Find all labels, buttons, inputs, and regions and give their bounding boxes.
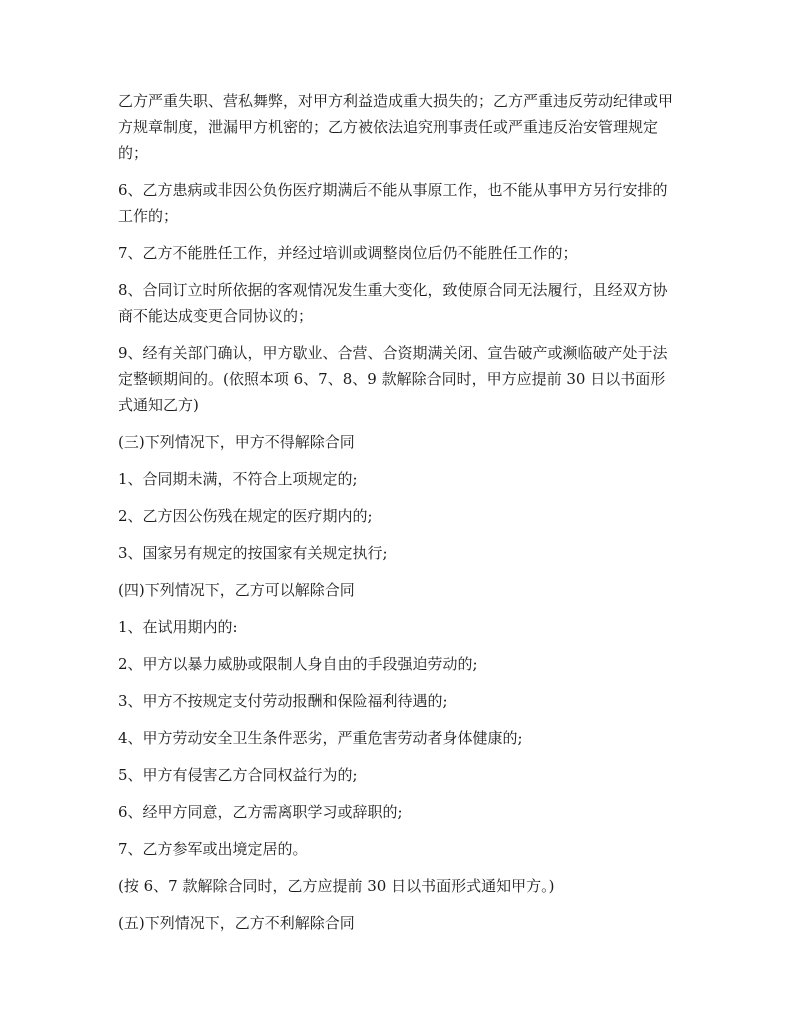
paragraph-s3-item-3: 3、国家另有规定的按国家有关规定执行; <box>118 544 388 562</box>
paragraph-s4-item-3: 3、甲方不按规定支付劳动报酬和保险福利待遇的; <box>118 692 448 710</box>
paragraph-clause-6: 6、乙方患病或非因公负伤医疗期满后不能从事原工作，也不能从事甲方另行安排的工作的； <box>118 181 668 225</box>
paragraph-clause-9: 9、经有关部门确认，甲方歇业、合营、合资期满关闭、宣告破产或濒临破产处于法定整顿期间的。(依照本项 6、7、8、9 款解除合同时，甲方应提前 30 日以书面形式通知乙方) <box>118 344 668 414</box>
paragraph-s4-note: (按 6、7 款解除合同时，乙方应提前 30 日以书面形式通知甲方。) <box>118 877 555 895</box>
paragraph-s4-item-2: 2、甲方以暴力威胁或限制人身自由的手段强迫劳动的; <box>118 655 478 673</box>
document-body <box>118 88 678 947</box>
paragraph-s3-item-2: 2、乙方因公伤残在规定的医疗期内的; <box>118 507 373 525</box>
section-heading-3: (三)下列情况下，甲方不得解除合同 <box>118 433 355 451</box>
paragraph-clause-7: 7、乙方不能胜任工作，并经过培训或调整岗位后仍不能胜任工作的； <box>118 244 578 262</box>
paragraph-s4-item-7: 7、乙方参军或出境定居的。 <box>118 840 308 858</box>
paragraph-s4-item-4: 4、甲方劳动安全卫生条件恶劣，严重危害劳动者身体健康的; <box>118 729 523 747</box>
paragraph-s4-item-1: 1、在试用期内的: <box>118 618 238 636</box>
section-heading-4: (四)下列情况下，乙方可以解除合同 <box>118 581 355 599</box>
paragraph-continuation: 乙方严重失职、营私舞弊，对甲方利益造成重大损失的；乙方严重违反劳动纪律或甲方规章制度，泄漏甲方机密的；乙方被依法追究刑事责任或严重违反治安管理规定的； <box>118 92 674 162</box>
section-heading-5: (五)下列情况下，乙方不利解除合同 <box>118 914 355 932</box>
paragraph-s3-item-1: 1、合同期未满，不符合上项规定的; <box>118 470 358 488</box>
paragraph-s4-item-6: 6、经甲方同意，乙方需离职学习或辞职的; <box>118 803 403 821</box>
paragraph-s4-item-5: 5、甲方有侵害乙方合同权益行为的; <box>118 766 358 784</box>
paragraph-clause-8: 8、合同订立时所依据的客观情况发生重大变化，致使原合同无法履行，且经双方协商不能达成变更合同协议的； <box>118 281 668 325</box>
